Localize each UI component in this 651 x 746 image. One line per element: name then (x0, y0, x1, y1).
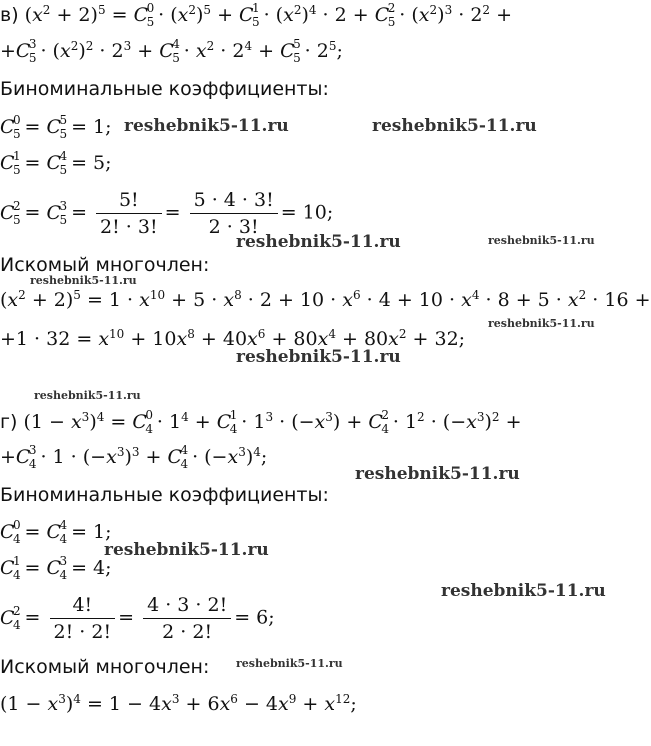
line-v-expansion-1: в) $(x^2 + 2)^5 = C$ 0 5 · $(x^2)^5 + C$ 1 5 · $(x^2)^4 \cdot 2 + C$ 2 5 · $(x^2)^3 \cdot 2^2$ + (0, 1, 513, 29)
section-v-label: в) (0, 4, 19, 26)
line-g-expansion-1: г) $(1 - x^3)^4 = C$ 0 4 · $1^4 + C$ 1 4 · $1^3 \cdot (-x^3) + C$ 2 4 · $1^2 \cdot (-x^3)^2$ + (0, 408, 522, 436)
line-g-expansion-2: +C 3 4 · $1 \cdot (-x^3)^3 + C$ 4 4 · $(-x^3)^4$; (0, 443, 268, 471)
watermark: reshebnik5-11.ru (124, 116, 289, 136)
watermark: reshebnik5-11.ru (104, 540, 269, 560)
watermark: reshebnik5-11.ru (441, 581, 606, 601)
line-v-coeff-1: C 1 5 = C 4 5 = 5; (0, 149, 112, 177)
watermark: reshebnik5-11.ru (236, 232, 401, 252)
heading-v-coeffs: Биноминальные коэффициенты: (0, 78, 329, 100)
heading-v-poly: Искомый многочлен: (0, 254, 210, 276)
line-v-poly-1: $(x^2 + 2)^5 = 1 \cdot x^{10} + 5 \cdot x^8 \cdot 2 + 10 \cdot x^6 \cdot 4 + 10 \cdot x^4 \cdot 8 + 5 \cdot x^2 \cdot 16$ + (0, 288, 651, 311)
line-v-coeff-0: C 0 5 = C 5 5 = 1; (0, 113, 112, 141)
line-g-coeff-1: C 1 4 = C 3 4 = 4; (0, 554, 112, 582)
line-g-coeff-2: C 2 4 = $\frac{4!}{2! \cdot 2!}$ = $\frac{4 \cdot 3 \cdot 2!}{2 \cdot 2!}$ = 6; (0, 594, 275, 643)
watermark: reshebnik5-11.ru (488, 234, 595, 247)
line-v-coeff-2: C 2 5 = C 3 5 = $\frac{5!}{2! \cdot 3!}$ = $\frac{5 \cdot 4 \cdot 3!}{2 \cdot 3!}$ = 10; (0, 189, 334, 238)
heading-g-poly: Искомый многочлен: (0, 656, 210, 678)
line-g-coeff-0: C 0 4 = C 4 4 = 1; (0, 518, 112, 546)
heading-g-coeffs: Биноминальные коэффициенты: (0, 484, 329, 506)
watermark: reshebnik5-11.ru (30, 274, 137, 287)
watermark: reshebnik5-11.ru (236, 657, 343, 670)
watermark: reshebnik5-11.ru (355, 464, 520, 484)
watermark: reshebnik5-11.ru (488, 317, 595, 330)
line-v-poly-2: $+1 \cdot 32 = x^{10} + 10x^8 + 40x^6 + 80x^4 + 80x^2 + 32$; (0, 327, 466, 350)
watermark: reshebnik5-11.ru (372, 116, 537, 136)
section-g-label: г) (0, 411, 18, 433)
watermark: reshebnik5-11.ru (34, 389, 141, 402)
line-g-poly: $(1 - x^3)^4 = 1 - 4x^3 + 6x^6 - 4x^9 + x^{12}$; (0, 692, 357, 715)
line-v-expansion-2: +C 3 5 · $(x^2)^2 \cdot 2^3 + C$ 4 5 · $x^2 \cdot 2^4 + C$ 5 5 · $2^5$; (0, 37, 343, 65)
watermark: reshebnik5-11.ru (236, 347, 401, 367)
